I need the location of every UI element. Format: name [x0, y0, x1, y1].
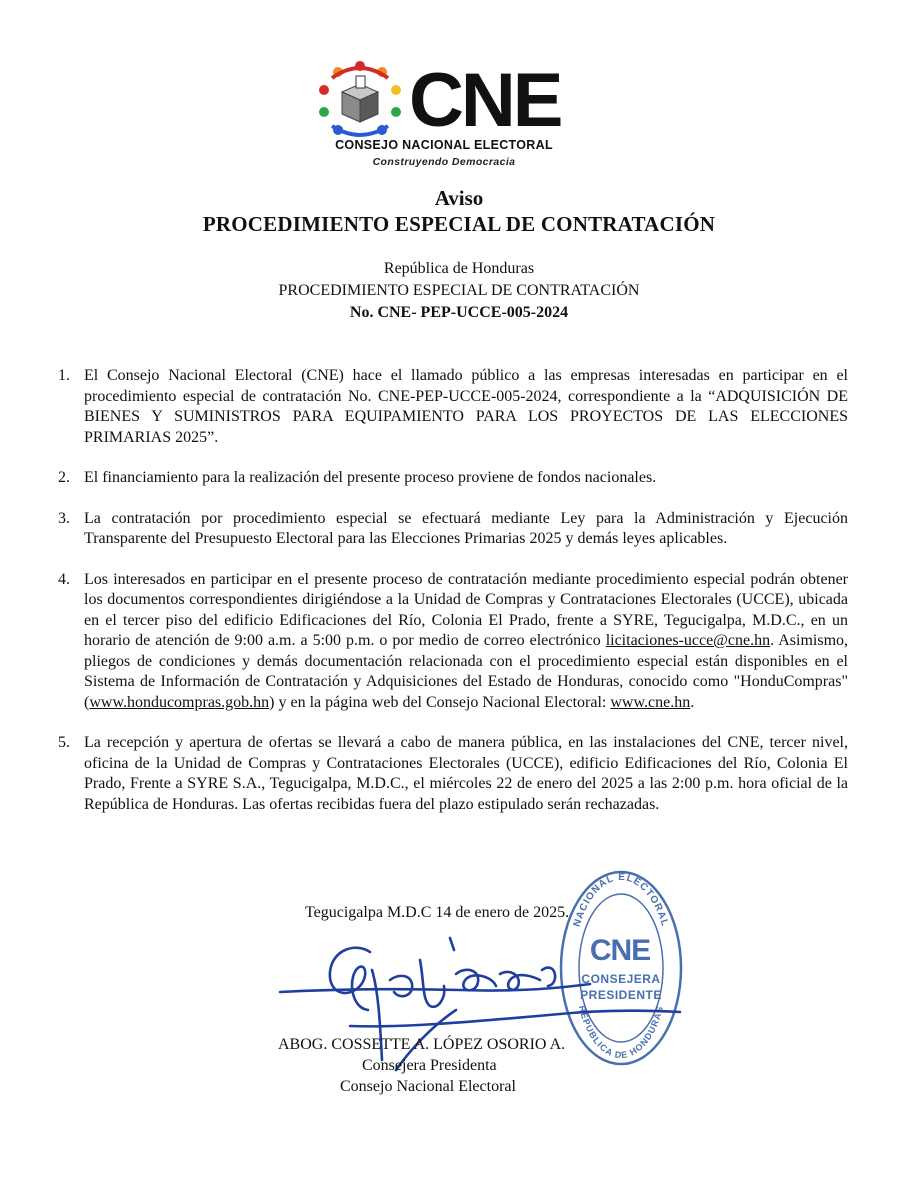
item-text: La contratación por procedimiento especial se efectuará mediante Ley para la Administración y Ejecución Transparente del Presupuesto Electoral para las Elecciones Primarias 2025 y demás leyes aplicables.	[84, 509, 848, 547]
stamp-line2: PRESIDENTE	[580, 988, 662, 1002]
cne-website-link[interactable]: www.cne.hn	[610, 693, 691, 711]
list-item	[58, 570, 848, 714]
signatory-name: ABOG. COSSETTE A. LÓPEZ OSORIO A.	[278, 1036, 566, 1053]
signatory-role: Consejera Presidenta	[362, 1057, 497, 1074]
stamp-ring-top: NACIONAL ELECTORAL	[571, 871, 671, 929]
item-text-c: ) y en la página web del Consejo Nacional Electoral:	[269, 693, 611, 711]
ballot-box-logo-icon	[312, 58, 408, 144]
list-item	[58, 468, 848, 489]
email-link[interactable]: licitaciones-ucce@cne.hn	[605, 632, 771, 649]
svg-text:NACIONAL ELECTORAL	[572, 872, 671, 928]
place-date: Tegucigalpa M.D.C 14 de enero de 2025.	[305, 904, 570, 921]
honducompras-link[interactable]: www.honducompras.gob.hn	[89, 693, 270, 711]
logo-wordmark: CNE	[409, 58, 561, 143]
stamp-ring-bottom: REPUBLICA DE HONDURAS	[576, 1004, 666, 1061]
list-item	[58, 366, 848, 448]
item-number: 2.	[58, 469, 70, 486]
logo-tagline: Construyendo Democracia	[372, 156, 516, 168]
procedure-line: PROCEDIMIENTO ESPECIAL DE CONTRATACIÓN	[278, 282, 640, 299]
cne-logo	[312, 58, 612, 178]
stamp-word: CNE	[589, 934, 651, 967]
page-title: PROCEDIMIENTO ESPECIAL DE CONTRATACIÓN	[202, 212, 716, 236]
item-text-b: . Asimismo, pliegos de condiciones y demás documentación relacionada con el procedimiento especial están disponibles en el Sistema de Información de Contratación y Adquisiciones del Estado de Honduras, conocido como "HonduCompras" (	[84, 632, 849, 711]
item-number: 1.	[58, 367, 70, 384]
list-item	[58, 733, 848, 815]
item-text-d: .	[690, 693, 695, 711]
item-text: El financiamiento para la realización del presente proceso proviene de fondos nacionales.	[84, 469, 657, 486]
list-item	[58, 509, 848, 550]
stamp-line1: CONSEJERA	[581, 972, 661, 986]
procedure-number: No. CNE- PEP-UCCE-005-2024	[349, 304, 569, 321]
country-line: República de Honduras	[383, 260, 535, 277]
item-text: El Consejo Nacional Electoral (CNE) hace el llamado público a las empresas interesadas en participar en el procedimiento especial de contratación No. CNE-PEP-UCCE-005-2024, correspondiente a la “ADQUISICIÓN DE BIENES Y SUMINISTROS PARA EQUIPAMIENTO PARA LOS PROYECTOS DE LAS ELECCIONES PRIMARIAS 2025”.	[84, 367, 848, 446]
item-text: La recepción y apertura de ofertas se llevará a cabo de manera pública, en las instalaciones del CNE, tercer nivel, oficina de la Unidad de Compras y Contrataciones Electorales (UCCE), edificio Edificaciones del Río, Colonia El Prado, Frente a SYRE S.A., Tegucigalpa, M.D.C., el miércoles 22 de enero del 2025 a las 2:00 p.m. hora oficial de la República de Honduras. Las ofertas recibidas fuera del plazo estipulado serán rechazadas.	[84, 734, 848, 813]
item-number: 3.	[58, 509, 70, 527]
logo-name: CONSEJO NACIONAL ELECTORAL	[335, 138, 553, 152]
item-text-a: Los interesados en participar en el presente proceso de contratación mediante procedimiento especial podrán obtener los documentos correspondientes dirigiéndose a la Unidad de Compras y Contrataciones Electorales (UCCE), ubicada en el tercer piso del edificio Edificaciones del Río, Colonia El Prado, frente a SYRE, Tegucigalpa, M.D.C., en un horario de atención de 9:00 a.m. a 5:00 p.m. o por medio de correo electrónico	[84, 570, 848, 649]
kicker: Aviso	[434, 186, 484, 210]
item-number: 4.	[58, 570, 70, 588]
item-number: 5.	[58, 734, 70, 751]
notice-body	[58, 366, 848, 835]
signatory-org: Consejo Nacional Electoral	[340, 1078, 516, 1095]
ballot-box	[342, 76, 378, 122]
